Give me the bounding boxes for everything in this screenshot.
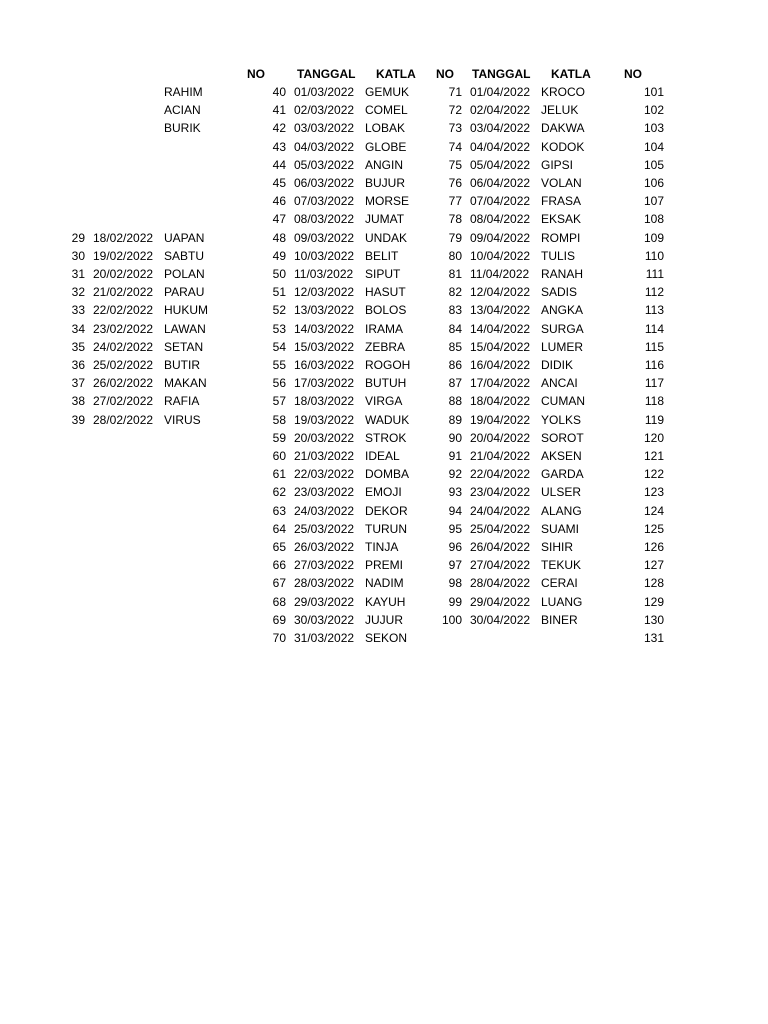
row-number: 60 [272,449,286,463]
row-number: 53 [272,321,286,336]
word-cell: SADIS [541,285,578,300]
word-cell: MORSE [365,194,410,209]
date-cell: 24/04/2022 [470,503,531,518]
date-cell: 08/04/2022 [470,212,531,227]
row-number: 72 [448,103,462,118]
row-number: 95 [448,521,462,536]
row-number: 100 [441,612,462,627]
date-cell: 20/04/2022 [470,430,531,445]
date-cell: 19/04/2022 [470,412,531,427]
word-cell: UNDAK [365,230,408,245]
row-number: 105 [643,157,664,172]
date-cell: 24/03/2022 [294,503,355,518]
row-number: 50 [272,267,286,281]
date-cell: 02/04/2022 [470,103,531,118]
date-cell: 24/02/2022 [93,339,154,354]
header-katla-1: KATLA [376,67,416,81]
date-cell: 12/03/2022 [294,285,355,300]
word-cell: JUJUR [365,612,403,627]
word-cell: LOBAK [365,121,406,136]
word-cell: ROGOH [365,358,411,372]
row-number: 71 [448,85,462,99]
date-cell: 28/03/2022 [294,576,355,591]
word-cell: YOLKS [541,412,582,427]
date-cell: 26/02/2022 [93,376,154,391]
word-cell: NADIM [365,576,404,591]
word-cell: GLOBE [365,139,407,154]
word-cell: SIPUT [365,267,401,281]
date-cell: 28/04/2022 [470,576,531,591]
word-cell: SETAN [164,339,204,354]
row-number: 34 [71,321,85,336]
date-cell: 30/03/2022 [294,612,355,627]
date-cell: 25/03/2022 [294,521,355,536]
word-cell: EKSAK [541,212,582,227]
row-number: 36 [71,358,85,372]
word-cell: LUMER [541,339,584,354]
row-number: 42 [272,121,286,136]
date-cell: 23/04/2022 [470,485,531,500]
row-number: 125 [643,521,664,536]
date-cell: 18/03/2022 [294,394,355,409]
date-cell: 15/03/2022 [294,339,355,354]
row-number: 114 [644,321,664,336]
row-number: 129 [643,594,664,609]
row-number: 101 [643,85,664,99]
date-cell: 14/03/2022 [294,321,355,336]
row-number: 49 [272,248,286,263]
row-number: 31 [71,267,85,281]
date-cell: 22/02/2022 [93,303,154,318]
row-number: 67 [272,576,286,591]
date-cell: 10/04/2022 [470,248,531,263]
row-number: 68 [272,594,286,609]
date-cell: 06/03/2022 [294,176,355,190]
row-number: 130 [643,612,664,627]
date-cell: 14/04/2022 [470,321,531,336]
row-number: 57 [272,394,286,409]
row-number: 123 [643,485,664,500]
word-cell: TULIS [541,248,576,263]
date-cell: 23/02/2022 [93,321,154,336]
row-number: 51 [272,285,286,300]
word-cell: UAPAN [164,230,205,245]
date-cell: 04/04/2022 [470,139,531,154]
row-number: 70 [272,631,286,645]
row-number: 74 [448,139,462,154]
header-no-1: NO [247,67,265,81]
word-cell: HUKUM [164,303,208,318]
word-cell: DIDIK [541,358,574,372]
row-number: 110 [644,248,664,263]
row-number: 77 [448,194,462,209]
header-no-3: NO [624,67,642,81]
row-number: 103 [643,121,664,136]
row-number: 32 [71,285,85,300]
row-number: 76 [448,176,462,190]
word-cell: BELIT [365,248,399,263]
word-cell: SEKON [365,631,408,645]
date-cell: 21/03/2022 [294,449,355,463]
row-number: 122 [643,467,664,482]
row-number: 113 [644,303,664,318]
row-number: 56 [272,376,286,391]
word-cell: RAFIA [164,394,200,409]
date-cell: 19/02/2022 [93,248,154,263]
row-number: 43 [272,139,286,154]
date-cell: 20/03/2022 [294,430,355,445]
date-cell: 27/03/2022 [294,558,355,573]
word-cell: ANGIN [365,157,404,172]
row-number: 73 [448,121,462,136]
date-cell: 10/03/2022 [294,248,355,263]
row-number: 93 [448,485,462,500]
word-cell: TEKUK [541,558,582,573]
row-number: 78 [448,212,462,227]
word-cell: BINER [541,612,578,627]
row-number: 118 [644,394,664,409]
date-cell: 01/04/2022 [470,85,531,99]
row-number: 82 [448,285,462,300]
date-cell: 18/04/2022 [470,394,531,409]
date-cell: 22/04/2022 [470,467,531,482]
word-cell: DAKWA [541,121,585,136]
row-number: 63 [272,503,286,518]
word-cell: CUMAN [541,394,585,409]
word-cell: DEKOR [365,503,408,518]
date-cell: 19/03/2022 [294,412,355,427]
date-cell: 20/02/2022 [93,267,154,281]
row-number: 39 [71,412,85,427]
word-cell: ULSER [541,485,582,500]
row-number: 102 [643,103,664,118]
row-number: 83 [448,303,462,318]
date-cell: 03/04/2022 [470,121,531,136]
row-number: 59 [272,430,286,445]
date-cell: 15/04/2022 [470,339,531,354]
name-cell: RAHIM [164,85,203,99]
word-cell: VOLAN [541,176,582,190]
date-cell: 06/04/2022 [470,176,531,190]
word-cell: IRAMA [365,321,404,336]
word-cell: KAYUH [365,594,406,609]
date-cell: 13/03/2022 [294,303,355,318]
word-cell: ANGKA [541,303,584,318]
date-cell: 30/04/2022 [470,612,531,627]
row-number: 97 [448,558,462,573]
word-cell: RANAH [541,267,584,281]
date-cell: 13/04/2022 [470,303,531,318]
row-number: 41 [272,103,286,118]
word-cell: GEMUK [365,85,410,99]
row-number: 104 [643,139,664,154]
word-cell: WADUK [365,412,410,427]
row-number: 47 [272,212,286,227]
word-cell: SIHIR [541,540,574,554]
row-number: 86 [448,358,462,372]
word-cell: ANCAI [541,376,578,391]
row-number: 126 [643,540,664,554]
date-cell: 16/04/2022 [470,358,531,372]
date-cell: 08/03/2022 [294,212,355,227]
row-number: 45 [272,176,286,190]
name-cell: ACIAN [164,103,201,118]
date-cell: 31/03/2022 [294,631,355,645]
row-number: 117 [644,376,664,391]
word-cell: BOLOS [365,303,407,318]
header-no-2: NO [436,67,454,81]
word-cell: ROMPI [541,230,581,245]
word-cell: AKSEN [541,449,582,463]
row-number: 75 [448,157,462,172]
date-cell: 09/03/2022 [294,230,355,245]
row-number: 89 [448,412,462,427]
date-cell: 25/02/2022 [93,358,154,372]
row-number: 69 [272,612,286,627]
date-cell: 29/03/2022 [294,594,355,609]
row-number: 87 [448,376,462,391]
word-cell: LAWAN [164,321,206,336]
date-cell: 11/03/2022 [294,267,354,281]
word-cell: PREMI [365,558,404,573]
date-cell: 28/02/2022 [93,412,154,427]
row-number: 37 [71,376,85,391]
date-cell: 21/04/2022 [470,449,531,463]
row-number: 109 [643,230,664,245]
date-cell: 25/04/2022 [470,521,531,536]
row-number: 120 [643,430,664,445]
word-cell: KODOK [541,139,585,154]
word-cell: KROCO [541,85,586,99]
row-number: 116 [644,358,664,372]
word-cell: SOROT [541,430,584,445]
date-cell: 23/03/2022 [294,485,355,500]
row-number: 127 [643,558,664,573]
row-number: 106 [643,176,664,190]
date-cell: 05/04/2022 [470,157,531,172]
word-cell: ALANG [541,503,582,518]
row-number: 52 [272,303,286,318]
row-number: 121 [643,449,664,463]
date-cell: 04/03/2022 [294,139,355,154]
word-cell: DOMBA [365,467,410,482]
word-cell: BUTUH [365,376,407,391]
date-cell: 18/02/2022 [93,230,154,245]
row-number: 107 [643,194,664,209]
row-number: 40 [272,85,286,99]
date-cell: 03/03/2022 [294,121,355,136]
word-cell: BUTIR [164,358,200,372]
date-cell: 11/04/2022 [470,267,530,281]
word-cell: HASUT [365,285,406,300]
word-cell: SURGA [541,321,584,336]
row-number: 54 [272,339,286,354]
row-number: 96 [448,540,462,554]
date-cell: 27/04/2022 [470,558,531,573]
row-number: 48 [272,230,286,245]
row-number: 33 [71,303,85,318]
word-cell: ZEBRA [365,339,406,354]
date-cell: 27/02/2022 [93,394,154,409]
word-cell: COMEL [365,103,408,118]
header-tanggal-1: TANGGAL [297,67,356,81]
row-number: 80 [448,248,462,263]
row-number: 35 [71,339,85,354]
word-cell: FRASA [541,194,582,209]
row-number: 65 [272,540,286,554]
word-cell: PARAU [164,285,205,300]
word-cell: IDEAL [365,449,400,463]
row-number: 38 [71,394,85,409]
date-cell: 16/03/2022 [294,358,355,372]
word-cell: MAKAN [164,376,207,391]
row-number: 92 [448,467,462,482]
word-cell: EMOJI [365,485,402,500]
word-cell: GARDA [541,467,584,482]
row-number: 98 [448,576,462,591]
row-number: 62 [272,485,286,500]
row-number: 55 [272,358,286,372]
word-cell: CERAI [541,576,578,591]
row-number: 128 [643,576,664,591]
row-number: 111 [645,267,664,281]
word-cell: TINJA [365,540,399,554]
date-cell: 26/03/2022 [294,540,355,554]
date-cell: 07/04/2022 [470,194,531,209]
row-number: 124 [643,503,664,518]
row-number: 99 [448,594,462,609]
date-cell: 07/03/2022 [294,194,355,209]
row-number: 94 [448,503,462,518]
date-cell: 09/04/2022 [470,230,531,245]
date-cell: 05/03/2022 [294,157,355,172]
date-cell: 21/02/2022 [93,285,154,300]
word-cell: STROK [365,430,407,445]
row-number: 79 [448,230,462,245]
date-cell: 01/03/2022 [294,85,355,99]
row-number: 108 [643,212,664,227]
word-cell: LUANG [541,594,583,609]
word-cell: BUJUR [365,176,406,190]
header-tanggal-2: TANGGAL [472,67,531,81]
row-number: 61 [272,467,286,482]
row-number: 66 [272,558,286,573]
word-cell: GIPSI [541,157,574,172]
word-cell: VIRUS [164,412,201,427]
row-number: 88 [448,394,462,409]
date-cell: 12/04/2022 [470,285,531,300]
row-number: 90 [448,430,462,445]
date-cell: 29/04/2022 [470,594,531,609]
date-cell: 26/04/2022 [470,540,531,554]
word-cell: JUMAT [365,212,405,227]
row-number: 64 [272,521,286,536]
date-cell: 02/03/2022 [294,103,355,118]
row-number: 115 [644,339,664,354]
row-number: 29 [71,230,85,245]
word-cell: TURUN [365,521,407,536]
name-cell: BURIK [164,121,201,136]
row-number: 119 [644,412,664,427]
row-number: 91 [448,449,462,463]
header-katla-2: KATLA [551,67,591,81]
row-number: 84 [448,321,462,336]
word-cell: POLAN [164,267,205,281]
row-number: 46 [272,194,286,209]
row-number: 112 [644,285,664,300]
row-number: 85 [448,339,462,354]
word-cell: VIRGA [365,394,403,409]
word-cell: JELUK [541,103,579,118]
row-number: 81 [448,267,462,281]
date-cell: 17/03/2022 [294,376,355,391]
word-cell: SUAMI [541,521,580,536]
row-number: 30 [71,248,85,263]
row-number: 44 [272,157,286,172]
word-cell: SABTU [164,248,205,263]
row-number: 131 [643,631,664,645]
date-cell: 22/03/2022 [294,467,355,482]
date-cell: 17/04/2022 [470,376,531,391]
row-number: 58 [272,412,286,427]
